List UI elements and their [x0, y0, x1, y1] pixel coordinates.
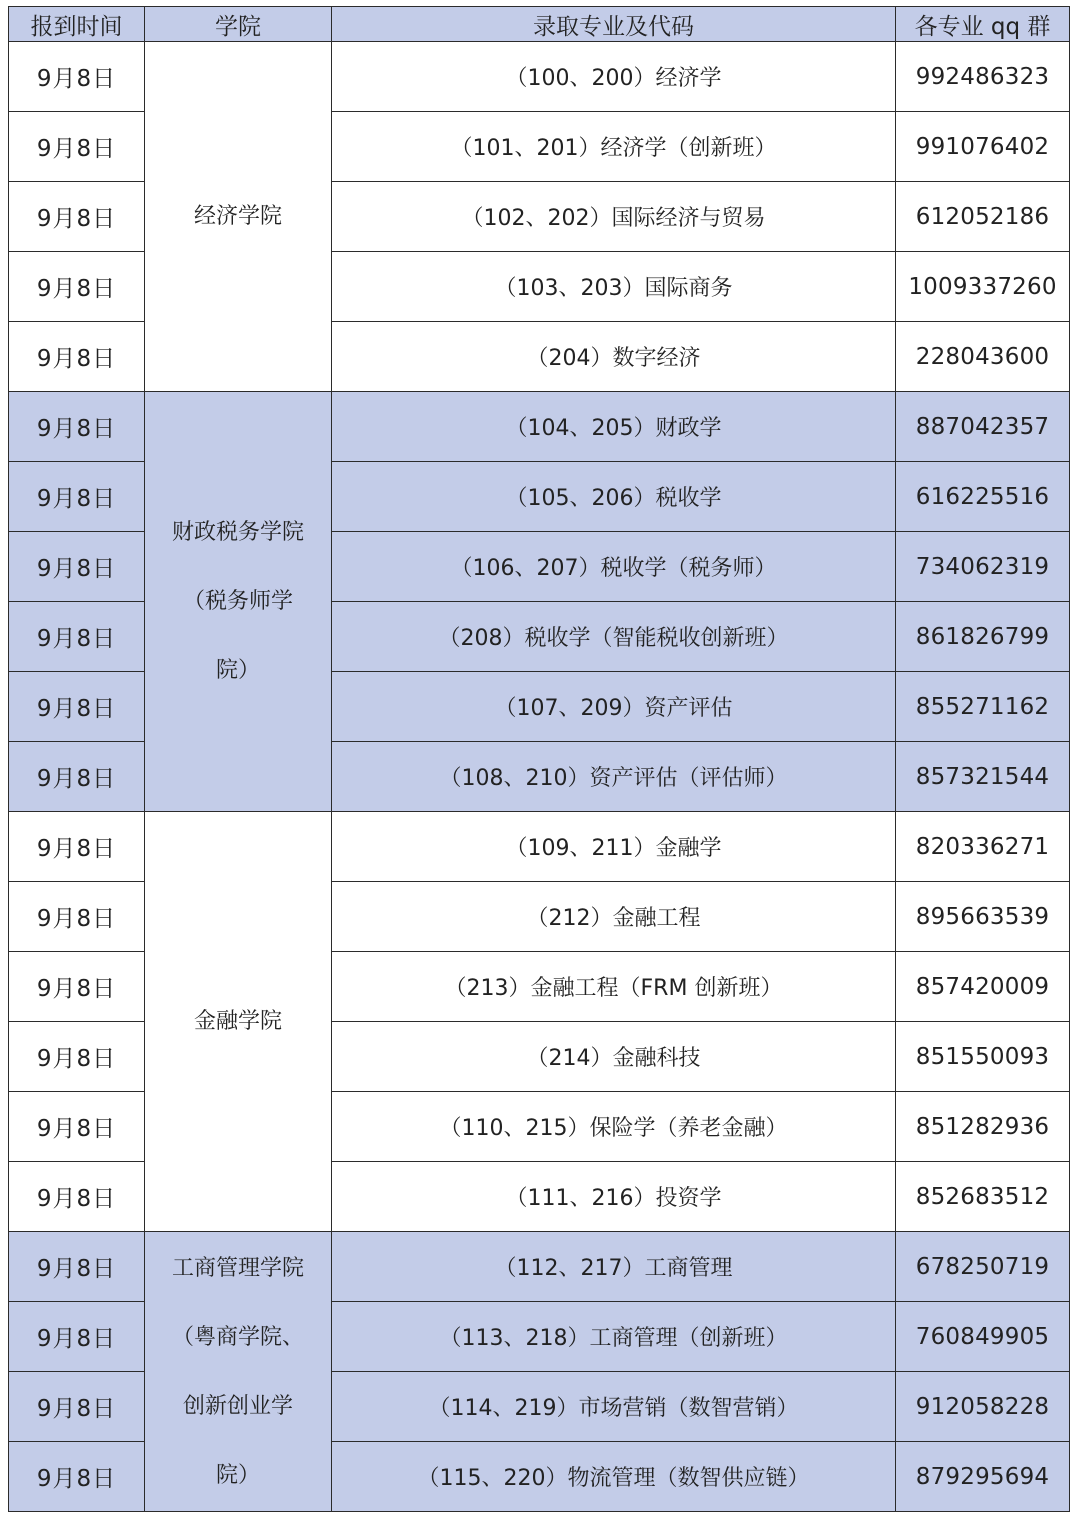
- registration-table: [8, 6, 1070, 1512]
- qq-group-cell: 851282936: [896, 1092, 1070, 1162]
- report-date-cell: 9月8日: [9, 182, 145, 252]
- major-cell: （109、211）金融学: [332, 812, 896, 882]
- qq-group-cell: 992486323: [896, 42, 1070, 112]
- qq-group-cell: 612052186: [896, 182, 1070, 252]
- header-row: [9, 7, 1070, 42]
- qq-group-cell: 616225516: [896, 462, 1070, 532]
- college-name-line: 经济学院: [193, 204, 282, 229]
- major-cell: （105、206）税收学: [332, 462, 896, 532]
- report-date-cell: 9月8日: [9, 742, 145, 812]
- major-cell: （214）金融科技: [332, 1022, 896, 1092]
- college-name-line: 创新创业学: [182, 1393, 293, 1419]
- header-college: 学院: [145, 7, 332, 42]
- report-date-cell: 9月8日: [9, 672, 145, 742]
- major-cell: （102、202）国际经济与贸易: [332, 182, 896, 252]
- header-major: 录取专业及代码: [332, 7, 896, 42]
- header-qq: 各专业 qq 群: [896, 7, 1070, 42]
- college-name-line: 院）: [215, 1462, 260, 1488]
- major-cell: （213）金融工程（FRM 创新班）: [332, 952, 896, 1022]
- college-cell: [145, 812, 332, 1232]
- table-row: [9, 392, 1070, 462]
- report-date-cell: 9月8日: [9, 1442, 145, 1512]
- qq-group-cell: 760849905: [896, 1302, 1070, 1372]
- college-name-line: 工商管理学院: [171, 1255, 304, 1281]
- major-cell: （110、215）保险学（养老金融）: [332, 1092, 896, 1162]
- qq-group-cell: 857321544: [896, 742, 1070, 812]
- table-row: [9, 1232, 1070, 1302]
- report-date-cell: 9月8日: [9, 1232, 145, 1302]
- table-row: [9, 812, 1070, 882]
- college-cell: [145, 392, 332, 812]
- report-date-cell: 9月8日: [9, 1022, 145, 1092]
- qq-group-cell: 852683512: [896, 1162, 1070, 1232]
- qq-group-cell: 879295694: [896, 1442, 1070, 1512]
- major-cell: （107、209）资产评估: [332, 672, 896, 742]
- major-cell: （115、220）物流管理（数智供应链）: [332, 1442, 896, 1512]
- report-date-cell: 9月8日: [9, 322, 145, 392]
- college-name-line: （税务师学: [182, 589, 293, 614]
- qq-group-cell: 857420009: [896, 952, 1070, 1022]
- qq-group-cell: 1009337260: [896, 252, 1070, 322]
- major-cell: （108、210）资产评估（评估师）: [332, 742, 896, 812]
- qq-group-cell: 851550093: [896, 1022, 1070, 1092]
- report-date-cell: 9月8日: [9, 532, 145, 602]
- major-cell: （114、219）市场营销（数智营销）: [332, 1372, 896, 1442]
- report-date-cell: 9月8日: [9, 1162, 145, 1232]
- major-cell: （100、200）经济学: [332, 42, 896, 112]
- qq-group-cell: 228043600: [896, 322, 1070, 392]
- report-date-cell: 9月8日: [9, 602, 145, 672]
- qq-group-cell: 678250719: [896, 1232, 1070, 1302]
- major-cell: （113、218）工商管理（创新班）: [332, 1302, 896, 1372]
- report-date-cell: 9月8日: [9, 1092, 145, 1162]
- report-date-cell: 9月8日: [9, 392, 145, 462]
- report-date-cell: 9月8日: [9, 812, 145, 882]
- report-date-cell: 9月8日: [9, 882, 145, 952]
- qq-group-cell: 991076402: [896, 112, 1070, 182]
- qq-group-cell: 734062319: [896, 532, 1070, 602]
- college-name-line: 院）: [215, 658, 260, 683]
- report-date-cell: 9月8日: [9, 1302, 145, 1372]
- qq-group-cell: 887042357: [896, 392, 1070, 462]
- major-cell: （212）金融工程: [332, 882, 896, 952]
- qq-group-cell: 912058228: [896, 1372, 1070, 1442]
- college-cell: [145, 1232, 332, 1512]
- major-cell: （106、207）税收学（税务师）: [332, 532, 896, 602]
- major-cell: （104、205）财政学: [332, 392, 896, 462]
- college-name-line: 财政税务学院: [171, 520, 304, 545]
- report-date-cell: 9月8日: [9, 42, 145, 112]
- table-body: [9, 42, 1070, 1512]
- qq-group-cell: 861826799: [896, 602, 1070, 672]
- report-date-cell: 9月8日: [9, 252, 145, 322]
- major-cell: （204）数字经济: [332, 322, 896, 392]
- header-date: 报到时间: [9, 7, 145, 42]
- schedule-table-wrapper: [8, 6, 1070, 1512]
- major-cell: （112、217）工商管理: [332, 1232, 896, 1302]
- college-name-line: 金融学院: [193, 1009, 282, 1034]
- qq-group-cell: 895663539: [896, 882, 1070, 952]
- qq-group-cell: 855271162: [896, 672, 1070, 742]
- qq-group-cell: 820336271: [896, 812, 1070, 882]
- college-name-line: （粤商学院、: [171, 1324, 304, 1350]
- report-date-cell: 9月8日: [9, 1372, 145, 1442]
- report-date-cell: 9月8日: [9, 112, 145, 182]
- report-date-cell: 9月8日: [9, 952, 145, 1022]
- major-cell: （103、203）国际商务: [332, 252, 896, 322]
- table-header: [9, 7, 1070, 42]
- table-row: [9, 42, 1070, 112]
- report-date-cell: 9月8日: [9, 462, 145, 532]
- college-cell: [145, 42, 332, 392]
- major-cell: （101、201）经济学（创新班）: [332, 112, 896, 182]
- major-cell: （111、216）投资学: [332, 1162, 896, 1232]
- major-cell: （208）税收学（智能税收创新班）: [332, 602, 896, 672]
